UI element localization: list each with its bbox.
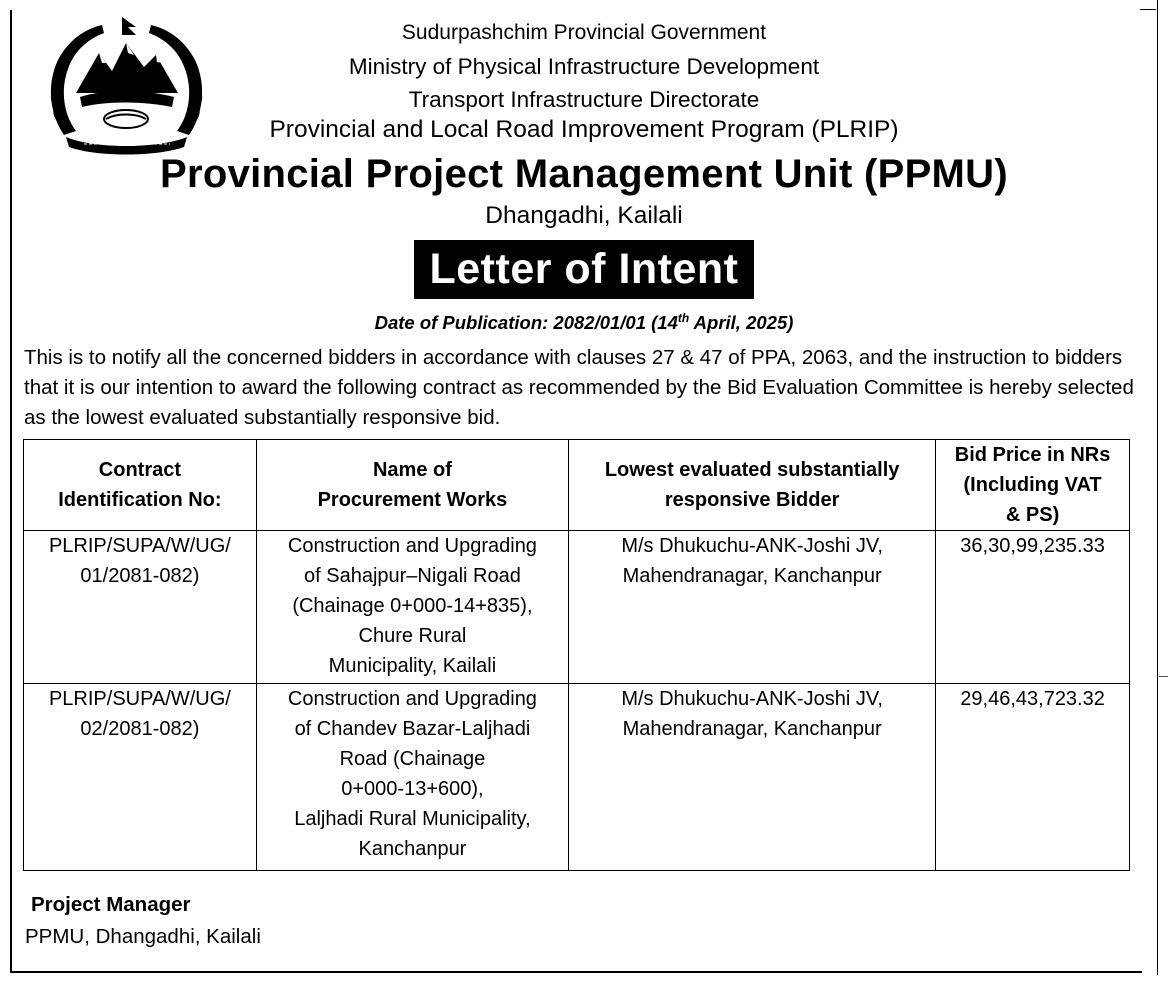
publication-date: Date of Publication: 2082/01/01 (14th April, 2025) — [374, 311, 794, 334]
header-procurement-works: Name of Procurement Works — [256, 440, 568, 531]
page-border-top-right — [1140, 9, 1156, 10]
signatory-organization: PPMU, Dhangadhi, Kailali — [25, 925, 261, 948]
table-header-row — [24, 440, 1130, 531]
header-bidder: Lowest evaluated substantially responsive Bidder — [569, 440, 936, 531]
edge-mark — [1159, 676, 1168, 677]
works-cell: Construction and Upgrading of Sahajpur–Nigali Road (Chainage 0+000-14+835), Chure Rural Municipality, Kailali — [256, 531, 568, 684]
works-cell: Construction and Upgrading of Chandev Bazar-Laljhadi Road (Chainage 0+000-13+600), Laljhadi Rural Municipality, Kanchanpur — [256, 684, 568, 871]
page-border-right — [1157, 0, 1158, 975]
header-directorate: Transport Infrastructure Directorate — [408, 87, 760, 112]
header-ministry: Ministry of Physical Infrastructure Development — [348, 54, 820, 79]
unit-title: Provincial Project Management Unit (PPMU) — [159, 152, 1008, 196]
header-program: Provincial and Local Road Improvement Program (PLRIP) — [269, 116, 899, 143]
intro-paragraph: This is to notify all the concerned bidders in accordance with clauses 27 & 47 of PPA, 2063, and the instruction to bidders that it is our intention to award the following contract as recommended by the Bid Evaluation Committee is hereby selected as the lowest evaluated substantially responsive bid. — [24, 346, 1134, 429]
document-title: Letter of Intent — [414, 240, 755, 299]
header-government: Sudurpashchim Provincial Government — [401, 21, 767, 44]
table-row — [24, 531, 1130, 684]
contract-id-cell: PLRIP/SUPA/W/UG/ 01/2081-082) — [24, 531, 257, 684]
signatory-title: Project Manager — [31, 893, 191, 916]
bidder-cell: M/s Dhukuchu-ANK-Joshi JV, Mahendranagar, Kanchanpur — [569, 684, 936, 871]
table-row — [24, 684, 1130, 871]
bid-price-cell: 29,46,43,723.32 — [936, 684, 1130, 871]
header-bid-price: Bid Price in NRs (Including VAT & PS) — [936, 440, 1130, 531]
page-border-bottom — [10, 971, 1142, 973]
bid-price-cell: 36,30,99,235.33 — [936, 531, 1130, 684]
unit-location: Dhangadhi, Kailali — [485, 202, 683, 229]
award-table — [23, 439, 1130, 871]
bidder-cell: M/s Dhukuchu-ANK-Joshi JV, Mahendranagar, Kanchanpur — [569, 531, 936, 684]
contract-id-cell: PLRIP/SUPA/W/UG/ 02/2081-082) — [24, 684, 257, 871]
header-contract-id: Contract Identification No: — [24, 440, 257, 531]
